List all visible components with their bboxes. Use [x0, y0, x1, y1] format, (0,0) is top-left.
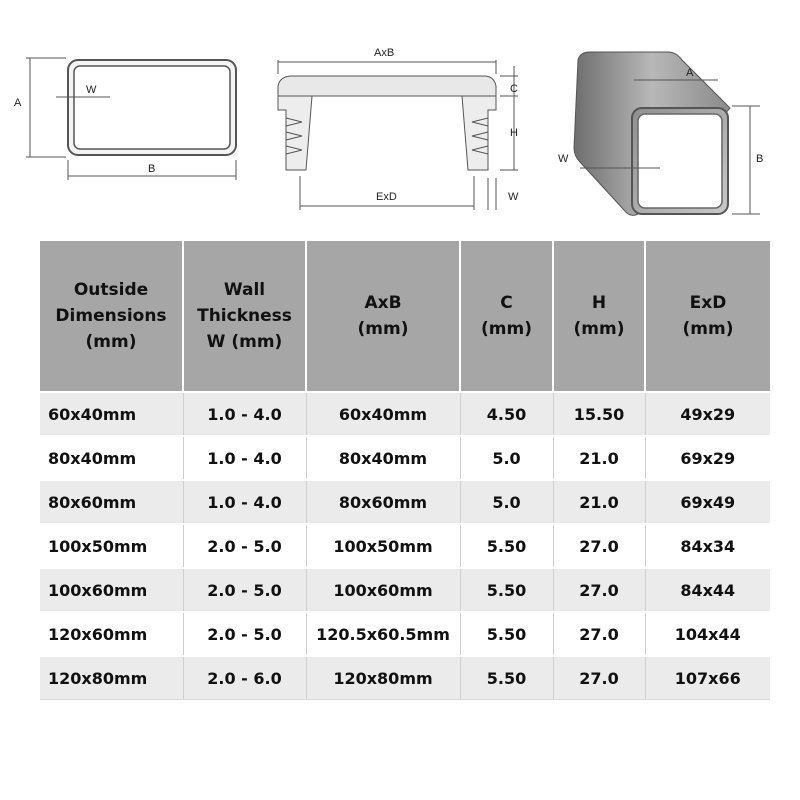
cell-outside-dimensions: 100x50mm: [40, 524, 183, 568]
dim-label-b: B: [148, 163, 156, 175]
cell-c: 5.0: [460, 436, 553, 480]
cell-c: 5.50: [460, 524, 553, 568]
cell-axb: 80x40mm: [306, 436, 460, 480]
cell-wall-thickness: 2.0 - 5.0: [183, 524, 306, 568]
table-row: [40, 480, 770, 524]
dim-label-exd: ExD: [376, 191, 397, 203]
technical-drawings: [0, 0, 800, 240]
cell-axb: 100x60mm: [306, 568, 460, 612]
cell-c: 4.50: [460, 392, 553, 436]
perspective-view-drawing: [550, 0, 790, 240]
cell-h: 21.0: [553, 480, 645, 524]
table-row: [40, 524, 770, 568]
dimensions-table: [40, 241, 770, 700]
cell-outside-dimensions: 120x80mm: [40, 656, 183, 700]
dim-label-w-section: W: [508, 191, 519, 203]
cell-h: 27.0: [553, 524, 645, 568]
cell-axb: 60x40mm: [306, 392, 460, 436]
cell-exd: 84x34: [645, 524, 770, 568]
cell-wall-thickness: 2.0 - 5.0: [183, 612, 306, 656]
cell-exd: 104x44: [645, 612, 770, 656]
table-row: [40, 612, 770, 656]
cell-exd: 107x66: [645, 656, 770, 700]
cell-exd: 69x29: [645, 436, 770, 480]
header-axb: AxB (mm): [306, 241, 460, 392]
cell-h: 15.50: [553, 392, 645, 436]
cell-axb: 80x60mm: [306, 480, 460, 524]
dim-label-b-perspective: B: [756, 153, 764, 165]
cell-axb: 120x80mm: [306, 656, 460, 700]
dim-label-w: W: [86, 84, 97, 96]
cell-exd: 49x29: [645, 392, 770, 436]
cell-h: 27.0: [553, 612, 645, 656]
cell-outside-dimensions: 120x60mm: [40, 612, 183, 656]
dim-label-w-perspective: W: [558, 153, 569, 165]
header-c: C (mm): [460, 241, 553, 392]
header-outside-dimensions: Outside Dimensions (mm): [40, 241, 183, 392]
table-row: [40, 656, 770, 700]
header-wall-thickness: Wall Thickness W (mm): [183, 241, 306, 392]
cell-wall-thickness: 2.0 - 5.0: [183, 568, 306, 612]
cell-exd: 84x44: [645, 568, 770, 612]
cell-c: 5.50: [460, 612, 553, 656]
cell-h: 21.0: [553, 436, 645, 480]
cell-wall-thickness: 1.0 - 4.0: [183, 392, 306, 436]
table-row: [40, 392, 770, 436]
dim-label-axb: AxB: [374, 47, 395, 59]
section-view-drawing: [262, 0, 542, 240]
cell-c: 5.0: [460, 480, 553, 524]
cell-outside-dimensions: 60x40mm: [40, 392, 183, 436]
cell-axb: 100x50mm: [306, 524, 460, 568]
cell-outside-dimensions: 80x40mm: [40, 436, 183, 480]
header-h: H (mm): [553, 241, 645, 392]
dim-label-c: C: [510, 83, 518, 95]
dim-label-h: H: [510, 127, 518, 139]
cell-h: 27.0: [553, 656, 645, 700]
cell-outside-dimensions: 80x60mm: [40, 480, 183, 524]
dim-label-a: A: [14, 97, 22, 109]
cell-wall-thickness: 1.0 - 4.0: [183, 480, 306, 524]
table-row: [40, 436, 770, 480]
table-row: [40, 568, 770, 612]
front-view-drawing: [0, 0, 260, 240]
cell-outside-dimensions: 100x60mm: [40, 568, 183, 612]
cell-c: 5.50: [460, 568, 553, 612]
cell-wall-thickness: 2.0 - 6.0: [183, 656, 306, 700]
header-exd: ExD (mm): [645, 241, 770, 392]
cell-exd: 69x49: [645, 480, 770, 524]
cell-wall-thickness: 1.0 - 4.0: [183, 436, 306, 480]
dim-label-a-perspective: A: [686, 67, 694, 79]
cell-axb: 120.5x60.5mm: [306, 612, 460, 656]
table-header-row: [40, 241, 770, 392]
cell-h: 27.0: [553, 568, 645, 612]
cell-c: 5.50: [460, 656, 553, 700]
